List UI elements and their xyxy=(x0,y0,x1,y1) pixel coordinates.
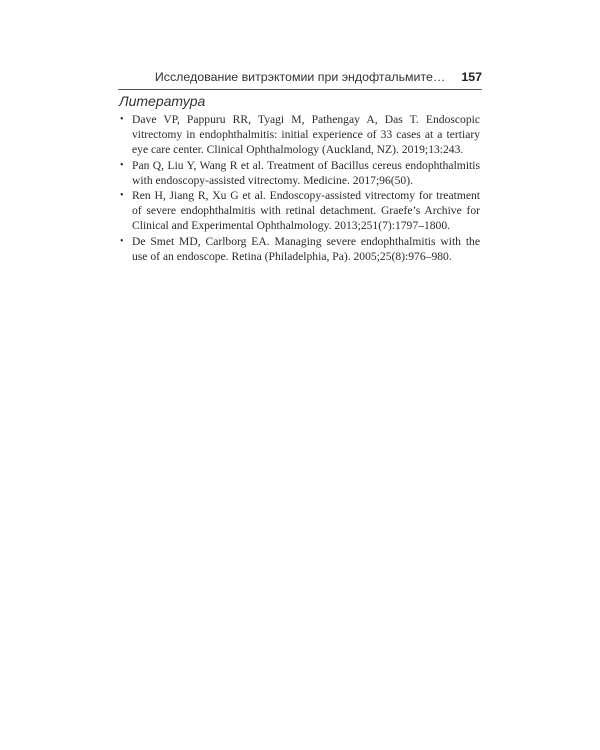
reference-item xyxy=(119,158,480,188)
header-divider xyxy=(118,89,482,90)
reference-text: Pan Q, Liu Y, Wang R et al. Treatment of Bacillus cereus endophthalmitis with endoscopy-assisted vitrectomy. Medicine. 2017;96(50). xyxy=(132,158,480,187)
bullet-icon: • xyxy=(120,235,124,247)
reference-text: De Smet MD, Carlborg EA. Managing severe endophthalmitis with the use of an endoscope. Retina (Philadelphia, Pa). 2005;25(8):976–980. xyxy=(132,234,480,263)
reference-text: Ren H, Jiang R, Xu G et al. Endoscopy-assisted vitrectomy for treatment of severe endophthalmitis with retinal detachment. Graefe’s Archive for Clinical and Experimental Ophthalmology. 2013;251(7):1797–1800. xyxy=(132,189,480,233)
page-number: 157 xyxy=(461,70,482,84)
bullet-icon: • xyxy=(120,114,124,125)
reference-list xyxy=(119,112,480,264)
reference-item xyxy=(119,188,480,234)
running-title: Исследование витрэктомии при эндофтальмите… xyxy=(154,70,446,84)
reference-item xyxy=(119,112,480,158)
reference-text: Dave VP, Pappuru RR, Tyagi M, Pathengay A, Das T. Endoscopic vitrectomy in endophthalmitis: initial experience of 33 cases at a tertiary eye care center. Clinical Ophthalmology (Auckland, NZ). 2019;13:243. xyxy=(132,113,480,157)
running-header xyxy=(118,70,482,88)
reference-item xyxy=(119,234,480,264)
bullet-icon: • xyxy=(120,159,124,171)
bullet-icon: • xyxy=(120,190,124,202)
section-heading: Литература xyxy=(119,93,206,109)
